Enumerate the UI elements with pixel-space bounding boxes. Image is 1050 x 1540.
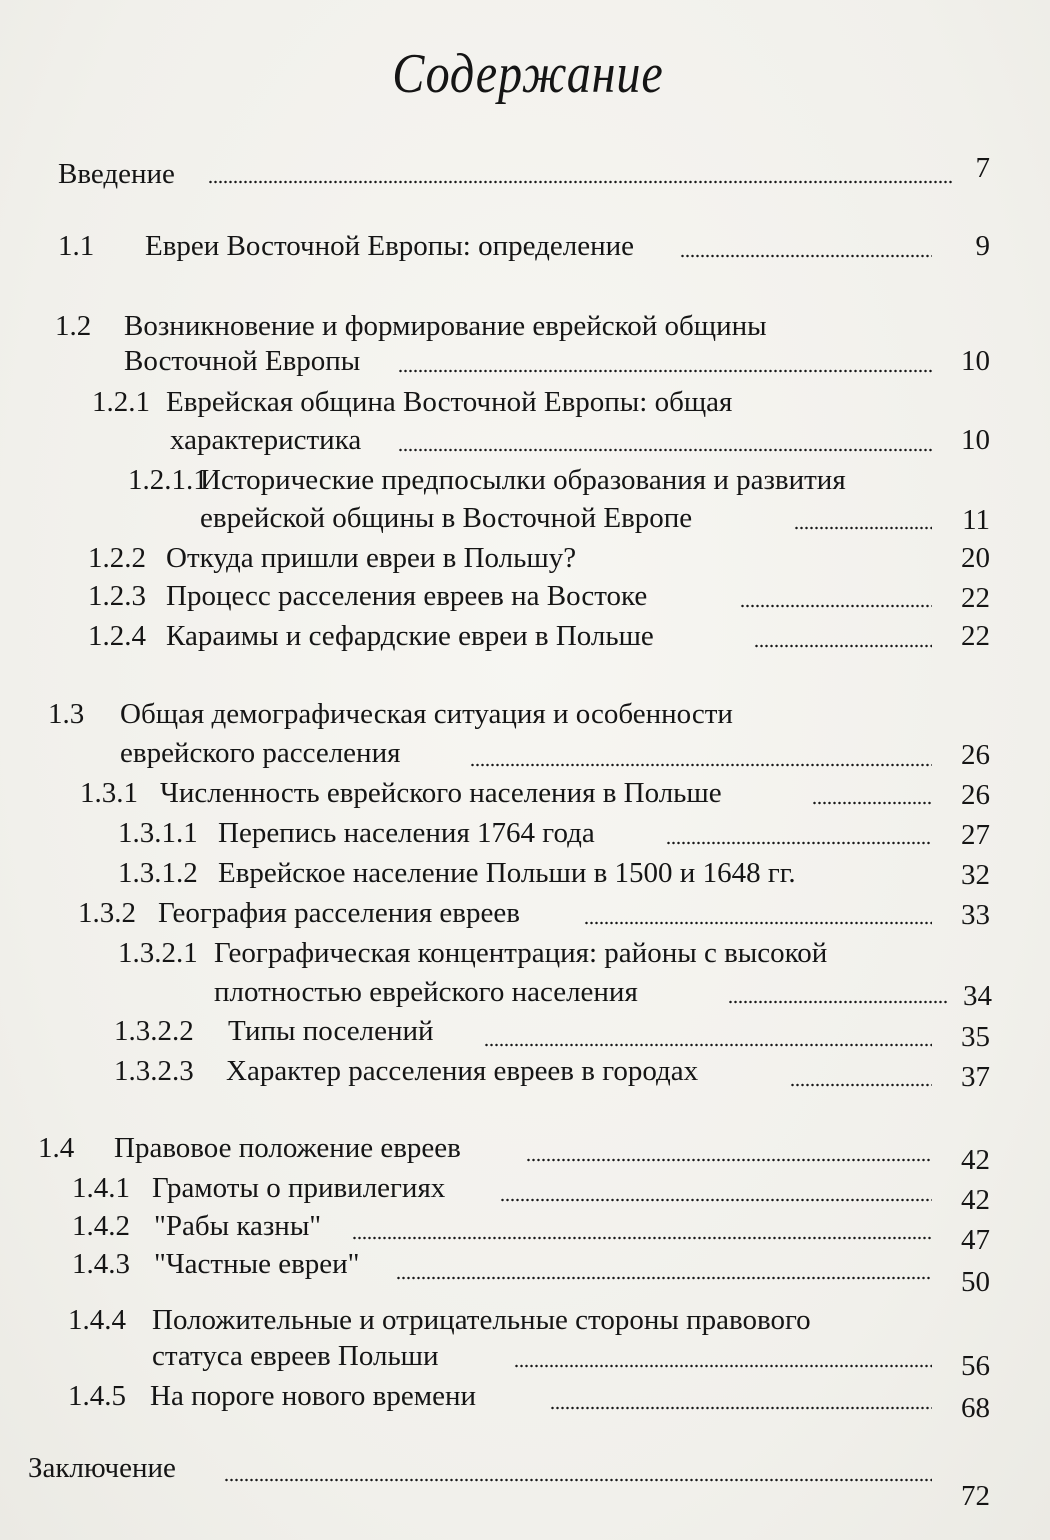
toc-entry-1-1-page: 9 xyxy=(975,230,990,262)
toc-entry-1-2-3-number: 1.2.3 xyxy=(88,580,146,612)
toc-entry-1-2-1-label-line2: характеристика xyxy=(170,424,362,456)
toc-entry-conclusion-label: Заключение xyxy=(28,1452,176,1484)
toc-leader-dots xyxy=(550,1406,932,1410)
toc-leader-dots xyxy=(740,604,932,608)
toc-entry-1-4-4-page: 56 xyxy=(961,1350,990,1382)
toc-entry-1-3-2-3-label: Характер расселения евреев в городах xyxy=(226,1055,699,1087)
toc-entry-1-3-2-label: География расселения евреев xyxy=(158,897,520,929)
toc-entry-1-4-5-page: 68 xyxy=(961,1392,990,1424)
toc-leader-dots xyxy=(794,526,932,530)
toc-entry-1-2-2-number: 1.2.2 xyxy=(88,542,146,574)
toc-entry-1-4-number: 1.4 xyxy=(38,1132,75,1164)
toc-entry-intro-label: Введение xyxy=(58,158,175,190)
toc-entry-1-4-3-page: 50 xyxy=(961,1266,990,1298)
toc-leader-dots xyxy=(754,644,932,648)
toc-entry-1-2-1-1-label-line1: Исторические предпосылки образования и развития xyxy=(200,464,846,496)
toc-entry-1-4-2-label: "Рабы казны" xyxy=(154,1210,322,1242)
toc-entry-1-3-1-2-page: 32 xyxy=(961,859,990,891)
toc-entry-1-4-2-page: 47 xyxy=(961,1224,990,1256)
toc-entry-1-4-2-number: 1.4.2 xyxy=(72,1210,130,1242)
toc-entry-1-3-2-2-label: Типы поселений xyxy=(228,1015,434,1047)
toc-entry-1-2-1-label-line1: Еврейская община Восточной Европы: общая xyxy=(166,386,733,418)
toc-entry-1-4-3-number: 1.4.3 xyxy=(72,1248,130,1280)
toc-entry-1-2-number: 1.2 xyxy=(55,310,92,342)
toc-leader-dots xyxy=(500,1198,932,1202)
toc-entry-1-3-1-1-label: Перепись населения 1764 года xyxy=(218,817,595,849)
toc-entry-1-3-2-2-page: 35 xyxy=(961,1021,990,1053)
toc-entry-1-4-page: 42 xyxy=(961,1144,990,1176)
toc-entry-1-2-1-1-number: 1.2.1.1 xyxy=(128,464,208,496)
toc-entry-1-3-1-page: 26 xyxy=(961,779,990,811)
toc-entry-1-4-3-label: "Частные евреи" xyxy=(154,1248,360,1280)
toc-entry-1-2-4-number: 1.2.4 xyxy=(88,620,146,652)
toc-entry-1-3-2-number: 1.3.2 xyxy=(78,897,136,929)
toc-entry-1-3-2-1-number: 1.3.2.1 xyxy=(118,937,198,969)
toc-entry-1-2-1-number: 1.2.1 xyxy=(92,386,150,418)
toc-entry-1-4-1-number: 1.4.1 xyxy=(72,1172,130,1204)
toc-leader-dots xyxy=(728,1000,948,1004)
toc-leader-dots xyxy=(526,1158,932,1162)
toc-entry-1-3-page: 26 xyxy=(961,739,990,771)
toc-leader-dots xyxy=(208,180,952,184)
toc-entry-1-3-1-1-number: 1.3.1.1 xyxy=(118,817,198,849)
toc-entry-1-2-2-page: 20 xyxy=(961,542,990,574)
toc-entry-1-3-1-label: Численность еврейского населения в Польше xyxy=(160,777,722,809)
toc-entry-1-2-label-line2: Восточной Европы xyxy=(124,345,361,377)
toc-entry-1-2-4-label: Караимы и сефардские евреи в Польше xyxy=(166,620,654,652)
toc-entry-1-1-label: Евреи Восточной Европы: определение xyxy=(145,230,635,262)
toc-entry-1-2-3-label: Процесс расселения евреев на Востоке xyxy=(166,580,648,612)
toc-entry-1-3-2-3-number: 1.3.2.3 xyxy=(114,1055,194,1087)
toc-leader-dots xyxy=(352,1236,932,1240)
toc-leader-dots xyxy=(584,921,932,925)
toc-entry-1-4-label: Правовое положение евреев xyxy=(114,1132,461,1164)
toc-entry-1-3-1-1-page: 27 xyxy=(961,819,990,851)
toc-entry-conclusion-page: 72 xyxy=(961,1480,990,1512)
toc-entry-1-4-5-label: На пороге нового времени xyxy=(150,1380,476,1412)
toc-entry-1-3-label-line1: Общая демографическая ситуация и особенности xyxy=(120,698,733,730)
toc-entry-1-2-3-page: 22 xyxy=(961,582,990,614)
toc-leader-dots xyxy=(396,1276,932,1280)
toc-entry-1-3-2-2-number: 1.3.2.2 xyxy=(114,1015,194,1047)
toc-entry-1-3-2-1-label-line1: Географическая концентрация: районы с высокой xyxy=(214,937,828,969)
toc-entry-1-4-1-label: Грамоты о привилегиях xyxy=(152,1172,446,1204)
toc-leader-dots xyxy=(398,369,933,373)
toc-entry-1-4-5-number: 1.4.5 xyxy=(68,1380,126,1412)
toc-entry-1-3-number: 1.3 xyxy=(48,698,85,730)
toc-entry-1-2-1-1-label-line2: еврейской общины в Восточной Европе xyxy=(200,502,693,534)
toc-entry-1-1-number: 1.1 xyxy=(58,230,95,262)
toc-entry-1-2-1-1-page: 11 xyxy=(962,504,990,536)
toc-entry-intro-page: 7 xyxy=(975,152,990,184)
toc-entry-1-2-2-label: Откуда пришли евреи в Польшу? xyxy=(166,542,577,574)
toc-leader-dots xyxy=(514,1364,932,1368)
toc-entry-1-3-1-2-label: Еврейское население Польши в 1500 и 1648 гг. xyxy=(218,857,796,889)
toc-entry-1-3-2-1-page: 34 xyxy=(963,980,992,1012)
toc-leader-dots xyxy=(680,254,932,258)
toc-entry-1-4-1-page: 42 xyxy=(961,1184,990,1216)
toc-entry-1-2-page: 10 xyxy=(961,345,990,377)
toc-leader-dots xyxy=(470,763,932,767)
toc-entry-1-2-4-page: 22 xyxy=(961,620,990,652)
toc-entry-1-3-2-1-label-line2: плотностью еврейского населения xyxy=(214,976,638,1008)
toc-entry-1-4-4-label-line1: Положительные и отрицательные стороны правового xyxy=(152,1304,811,1336)
toc-leader-dots xyxy=(484,1043,932,1047)
toc-entry-1-4-4-number: 1.4.4 xyxy=(68,1304,126,1336)
toc-leader-dots xyxy=(790,1083,932,1087)
toc-leader-dots xyxy=(398,448,933,452)
toc-entry-1-2-1-page: 10 xyxy=(961,424,990,456)
page-title: Содержание xyxy=(392,43,664,105)
toc-entry-1-2-label-line1: Возникновение и формирование еврейской общины xyxy=(124,310,767,342)
toc-entry-1-3-1-number: 1.3.1 xyxy=(80,777,138,809)
toc-leader-dots xyxy=(812,801,932,805)
toc-leader-dots xyxy=(666,841,932,845)
toc-entry-1-3-2-page: 33 xyxy=(961,899,990,931)
toc-entry-1-3-2-3-page: 37 xyxy=(961,1061,990,1093)
toc-entry-1-3-label-line2: еврейского расселения xyxy=(120,737,401,769)
toc-entry-1-3-1-2-number: 1.3.1.2 xyxy=(118,857,198,889)
toc-entry-1-4-4-label-line2: статуса евреев Польши xyxy=(152,1340,439,1372)
toc-leader-dots xyxy=(224,1478,932,1482)
